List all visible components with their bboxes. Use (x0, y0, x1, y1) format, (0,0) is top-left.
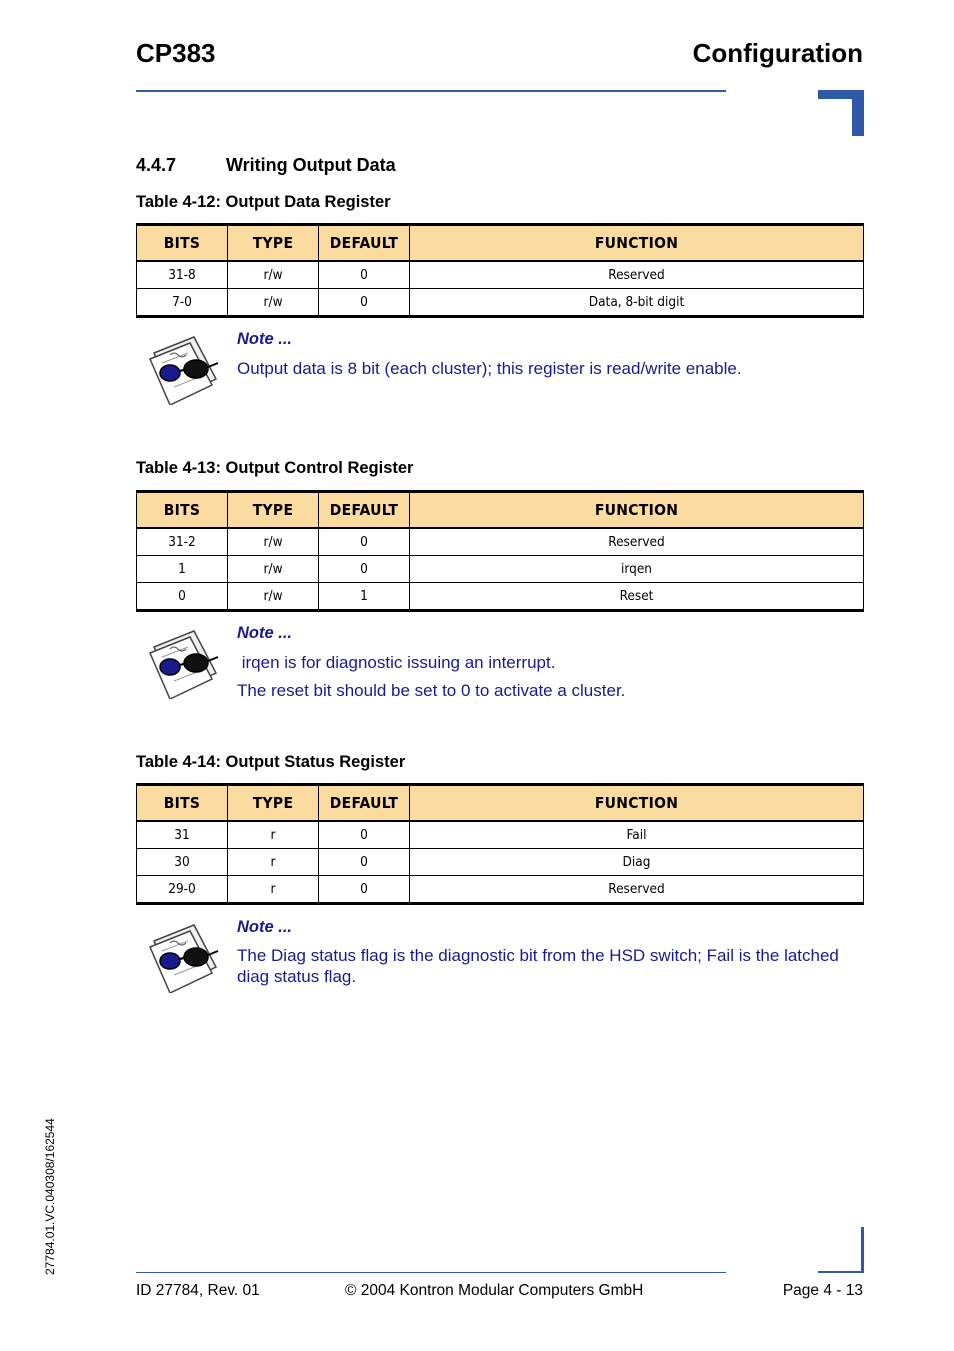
table-cell: 1 (137, 556, 228, 583)
table-cell: 31 (137, 821, 228, 849)
note-title: Note ... (237, 624, 293, 642)
column-header: DEFAULT (319, 492, 410, 529)
table-cell: r/w (228, 583, 319, 611)
table-cell: r (228, 849, 319, 876)
table-cell: 0 (319, 876, 410, 904)
table-cell: 29-0 (137, 876, 228, 904)
table-caption: Table 4-12: Output Data Register (136, 193, 391, 211)
table-row (137, 289, 864, 317)
table-cell: Fail (410, 821, 864, 849)
column-header: FUNCTION (410, 492, 864, 529)
table-cell: 31-8 (137, 261, 228, 289)
column-header: BITS (137, 225, 228, 262)
table-row (137, 876, 864, 904)
note-text: The reset bit should be set to 0 to activate a cluster. (237, 681, 626, 700)
section-number: 4.4.7 (136, 155, 177, 175)
table-cell: 31-2 (137, 528, 228, 556)
note-text: irqen is for diagnostic issuing an interrupt. (237, 653, 556, 672)
table-cell: Diag (410, 849, 864, 876)
table-row (137, 821, 864, 849)
document-id-vertical: 27784.01.VC.040308/162544 (43, 1118, 57, 1275)
table-row (137, 261, 864, 289)
table-caption: Table 4-13: Output Control Register (136, 459, 414, 477)
table-row (137, 556, 864, 583)
table-cell: 0 (319, 528, 410, 556)
table-cell: 30 (137, 849, 228, 876)
doc-title: CP383 (136, 38, 216, 68)
column-header: DEFAULT (319, 785, 410, 822)
table-row (137, 583, 864, 611)
table-cell: 0 (319, 261, 410, 289)
table-cell: r/w (228, 528, 319, 556)
table-cell: Reset (410, 583, 864, 611)
table-header-row (137, 492, 864, 529)
table-cell: 0 (137, 583, 228, 611)
register-table (136, 783, 864, 905)
register-table (136, 223, 864, 318)
table-cell: irqen (410, 556, 864, 583)
table-cell: 1 (319, 583, 410, 611)
table-header-row (137, 785, 864, 822)
footer-doc-id: ID 27784, Rev. 01 (136, 1282, 260, 1299)
table-row (137, 849, 864, 876)
table-caption: Table 4-14: Output Status Register (136, 753, 406, 771)
note-text: Output data is 8 bit (each cluster); this register is read/write enable. (237, 359, 742, 378)
register-table (136, 490, 864, 612)
table-cell: Data, 8-bit digit (410, 289, 864, 317)
note-glasses-icon (144, 921, 220, 993)
column-header: DEFAULT (319, 225, 410, 262)
table-cell: r (228, 876, 319, 904)
table-cell: Reserved (410, 876, 864, 904)
note-title: Note ... (237, 918, 293, 936)
section-title: Writing Output Data (226, 155, 396, 175)
section-heading (136, 155, 396, 176)
note-glasses-icon (144, 627, 220, 699)
note-glasses-icon (144, 333, 220, 405)
table-cell: r/w (228, 556, 319, 583)
note-title: Note ... (237, 330, 293, 348)
table-cell: Reserved (410, 528, 864, 556)
table-cell: 0 (319, 849, 410, 876)
footer-rule (136, 1272, 726, 1273)
table-cell: 0 (319, 821, 410, 849)
footer-corner-mark (818, 1227, 864, 1273)
table-cell: r/w (228, 289, 319, 317)
column-header: TYPE (228, 225, 319, 262)
table-cell: 7-0 (137, 289, 228, 317)
column-header: FUNCTION (410, 225, 864, 262)
footer-page-number: Page 4 - 13 (782, 1282, 863, 1299)
header-rule (136, 90, 726, 92)
footer-copyright: © 2004 Kontron Modular Computers GmbH (345, 1282, 644, 1299)
note-text: The Diag status flag is the diagnostic bit from the HSD switch; Fail is the latched diag status flag. (237, 946, 839, 986)
column-header: TYPE (228, 785, 319, 822)
column-header: TYPE (228, 492, 319, 529)
table-cell: 0 (319, 289, 410, 317)
table-cell: 0 (319, 556, 410, 583)
column-header: BITS (137, 785, 228, 822)
table-cell: Reserved (410, 261, 864, 289)
table-cell: r (228, 821, 319, 849)
table-row (137, 528, 864, 556)
header-corner-mark (818, 90, 864, 136)
table-cell: r/w (228, 261, 319, 289)
table-header-row (137, 225, 864, 262)
column-header: BITS (137, 492, 228, 529)
chapter-title: Configuration (692, 38, 863, 68)
column-header: FUNCTION (410, 785, 864, 822)
